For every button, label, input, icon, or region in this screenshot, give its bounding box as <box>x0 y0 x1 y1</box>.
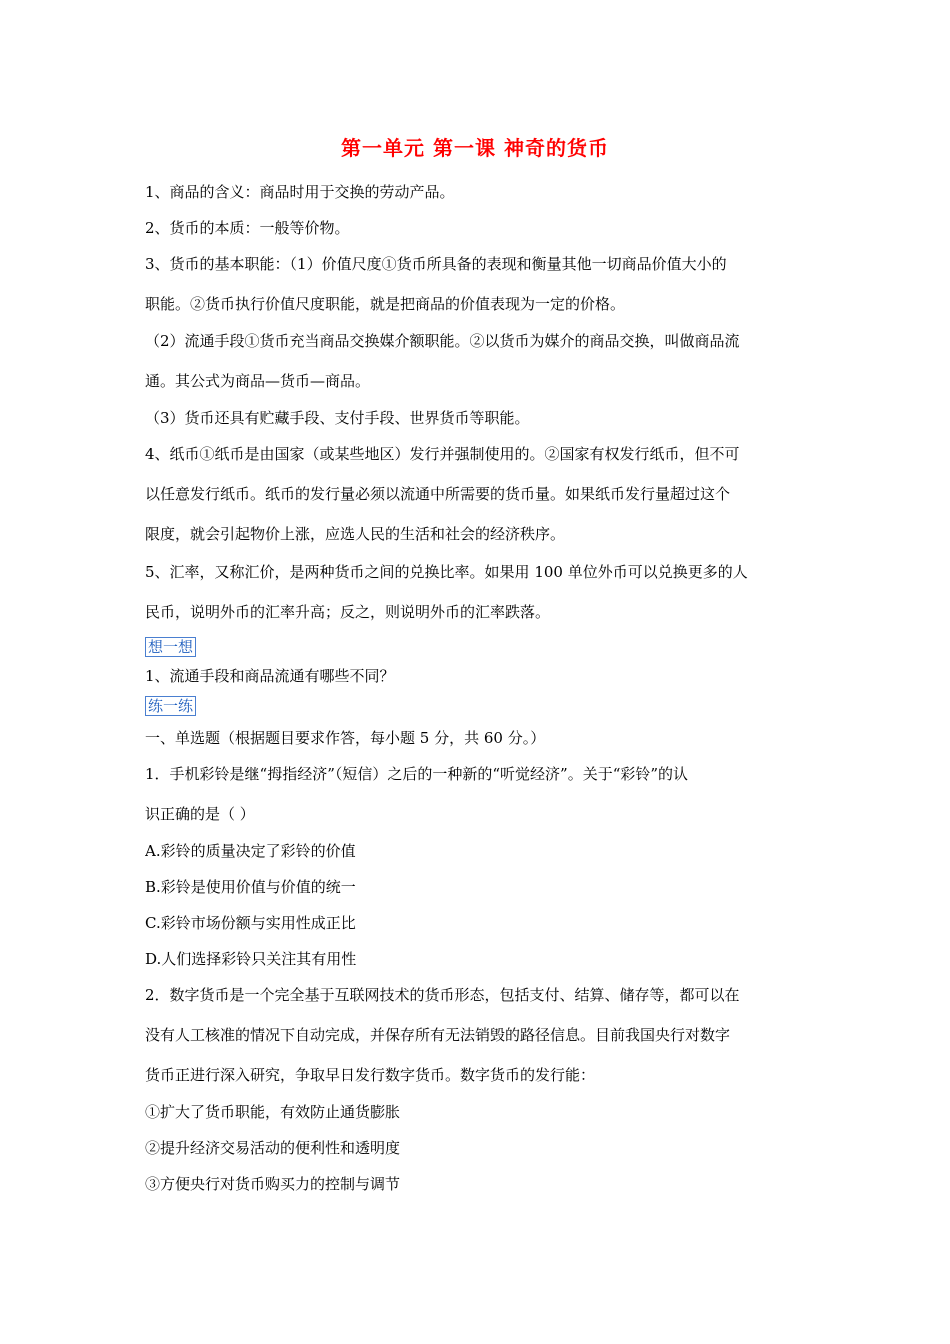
practice-section-label: 练一练 <box>145 696 196 716</box>
text-line: （3）货币还具有贮藏手段、支付手段、世界货币等职能。 <box>145 409 530 427</box>
text-line: 通。其公式为商品—货币—商品。 <box>145 372 371 390</box>
question-stem: 2．数字货币是一个完全基于互联网技术的货币形态，包括支付、结算、储存等，都可以在 <box>145 986 740 1004</box>
statement-option: ②提升经济交易活动的便利性和透明度 <box>145 1139 401 1157</box>
text-line: 2、货币的本质：一般等价物。 <box>145 219 350 237</box>
text-line: 职能。②货币执行价值尺度职能，就是把商品的价值表现为一定的价格。 <box>145 295 626 313</box>
question-section-header: 一、单选题（根据题目要求作答，每小题 5 分，共 60 分。） <box>145 729 546 747</box>
question-stem: 没有人工核准的情况下自动完成，并保存所有无法销毁的路径信息。目前我国央行对数字 <box>145 1026 731 1044</box>
statement-option: ③方便央行对货币购买力的控制与调节 <box>145 1175 401 1193</box>
text-line: 限度，就会引起物价上涨，应选人民的生活和社会的经济秩序。 <box>145 525 566 543</box>
text-line: 1、商品的含义：商品时用于交换的劳动产品。 <box>145 183 455 201</box>
answer-option-b: B.彩铃是使用价值与价值的统一 <box>145 878 356 896</box>
think-section-label: 想一想 <box>145 637 196 657</box>
text-line: 以任意发行纸币。纸币的发行量必须以流通中所需要的货币量。如果纸币发行量超过这个 <box>145 485 731 503</box>
answer-option-a: A.彩铃的质量决定了彩铃的价值 <box>145 842 356 860</box>
text-line: 3、货币的基本职能：（1）价值尺度①货币所具备的表现和衡量其他一切商品价值大小的 <box>145 255 727 273</box>
text-line: 民币，说明外币的汇率升高；反之，则说明外币的汇率跌落。 <box>145 603 551 621</box>
text-line: 5、汇率，又称汇价，是两种货币之间的兑换比率。如果用 100 单位外币可以兑换更多的人 <box>145 563 748 581</box>
think-question: 1、流通手段和商品流通有哪些不同？ <box>145 667 395 685</box>
question-stem: 识正确的是（ ） <box>145 805 255 823</box>
text-line: 4、纸币①纸币是由国家（或某些地区）发行并强制使用的。②国家有权发行纸币，但不可 <box>145 445 740 463</box>
question-stem: 货币正进行深入研究，争取早日发行数字货币。数字货币的发行能： <box>145 1066 596 1084</box>
page-title: 第一单元 第一课 神奇的货币 <box>341 136 609 160</box>
answer-option-c: C.彩铃市场份额与实用性成正比 <box>145 914 356 932</box>
answer-option-d: D.人们选择彩铃只关注其有用性 <box>145 950 357 968</box>
question-stem: 1．手机彩铃是继“拇指经济”（短信）之后的一种新的“听觉经济”。关于“彩铃”的认 <box>145 765 689 783</box>
statement-option: ①扩大了货币职能，有效防止通货膨胀 <box>145 1103 401 1121</box>
text-line: （2）流通手段①货币充当商品交换媒介额职能。②以货币为媒介的商品交换，叫做商品流 <box>145 332 740 350</box>
